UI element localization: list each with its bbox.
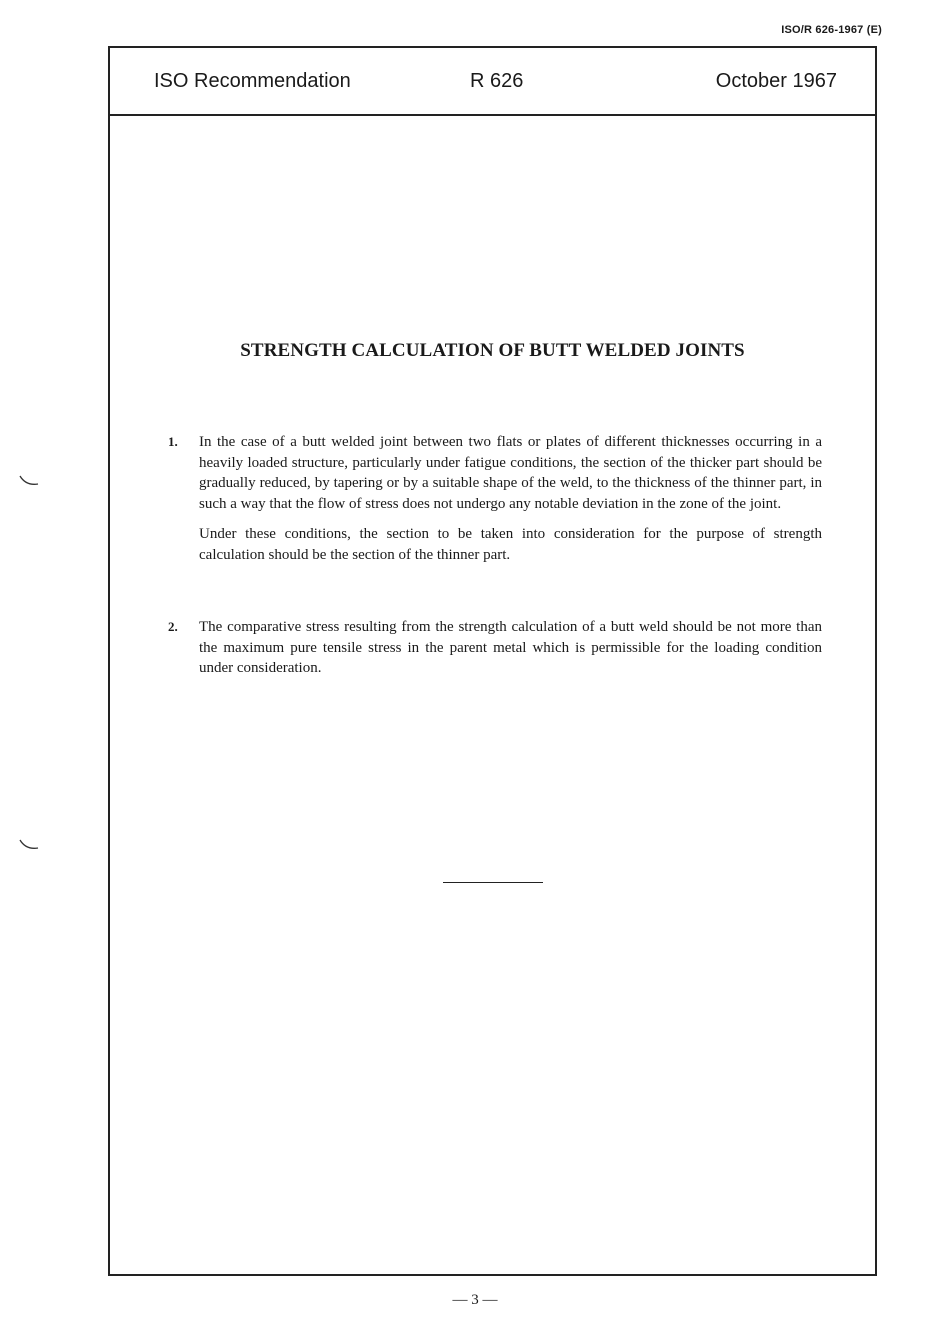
header-recommendation-number: R 626: [470, 70, 524, 92]
page-number: — 3 —: [452, 1292, 498, 1308]
clause-paragraph: The comparative stress resulting from the strength calculation of a butt weld should be not more than the maximum pure tensile stress in the parent metal which is permissible for the loading condition under consideration.: [199, 619, 822, 676]
binder-hole-mark: [18, 838, 42, 852]
clause-2: [168, 617, 822, 689]
end-of-text-rule: [443, 882, 543, 883]
page-frame: [108, 46, 877, 1276]
clause-1: [168, 432, 822, 575]
clause-paragraph: In the case of a butt welded joint between two flats or plates of different thicknesses occurring in a heavily loaded structure, particularly under fatigue conditions, the section of the thicker part should be gradually reduced, by tapering or by a suitable shape of the weld, to the thickness of the thinner part, in such a way that the flow of stress does not undergo any notable deviation in the zone of the joint.: [199, 434, 822, 512]
header-row: [110, 48, 875, 116]
clause-number: 2.: [168, 619, 178, 634]
clause-paragraph: Under these conditions, the section to be taken into consideration for the purpose of strength calculation should be the section of the thinner part.: [199, 526, 822, 563]
clause-number: 1.: [168, 434, 178, 449]
binder-hole-mark: [18, 474, 42, 488]
clause-body: [199, 432, 822, 565]
clause-body: [199, 617, 822, 679]
header-publication: ISO Recommendation: [154, 70, 351, 92]
document-reference: ISO/R 626-1967 (E): [781, 24, 882, 36]
header-date: October 1967: [715, 70, 837, 92]
document-title: STRENGTH CALCULATION OF BUTT WELDED JOINTS: [240, 340, 745, 361]
